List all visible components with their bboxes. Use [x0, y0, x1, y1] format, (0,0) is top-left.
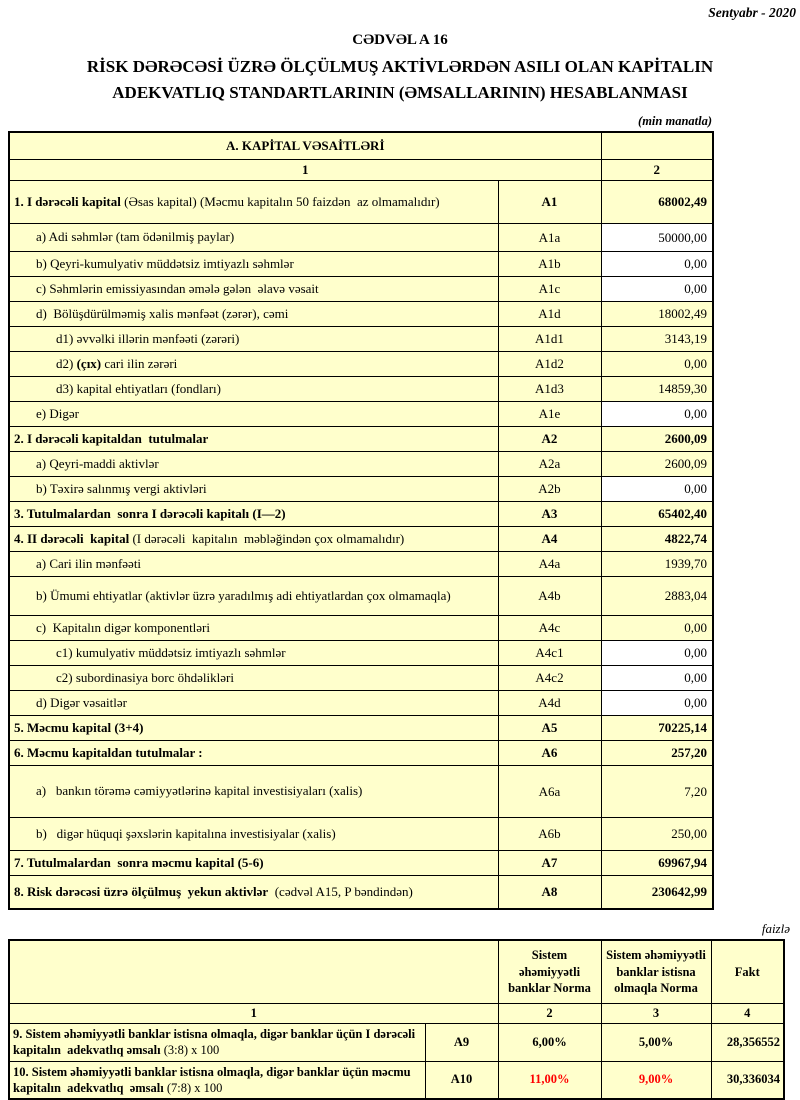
row-value: 230642,99: [601, 876, 713, 910]
row-value: 70225,14: [601, 716, 713, 741]
row-code: A2: [498, 427, 601, 452]
unit-note: (min manatla): [638, 114, 712, 128]
table-row: [9, 691, 713, 716]
other-norm-value: 9,00%: [601, 1061, 711, 1099]
label-part: 3. Tutulmalardan sonra I dərəcəli kapitalı (I—2): [14, 505, 286, 521]
page-title: RİSK DƏRƏCƏSİ ÜZRƏ ÖLÇÜLMUŞ AKTİVLƏRDƏN ASILI OLAN KAPİTALIN ADEKVATLIQ STANDARTLARININ (ƏMSALLARININ) HESABLANMASI: [86, 57, 714, 102]
label-part: d1) əvvəlki illərin mənfəəti (zərəri): [56, 330, 240, 346]
column-number: 2: [601, 160, 713, 181]
row-code: A2b: [498, 477, 601, 502]
row-value: 65402,40: [601, 502, 713, 527]
label-part: b) Təxirə salınmış vergi aktivləri: [36, 480, 207, 496]
table-row: [9, 577, 713, 616]
row-value: 0,00: [601, 352, 713, 377]
label-part: 7. Tutulmalardan sonra məcmu kapital (5-6): [14, 854, 264, 870]
table-row: [9, 327, 713, 352]
table-row: [9, 527, 713, 552]
label-part: 4. II dərəcəli kapital: [14, 530, 130, 546]
row-label: [9, 1024, 425, 1062]
row-value: 0,00: [601, 616, 713, 641]
label-part: c2) subordinasiya borc öhdəlikləri: [56, 669, 234, 685]
label-part: 10. Sistem əhəmiyyətli banklar istisna olmaqla, digər banklar üçün məcmu kapitalın adekvatlıq əmsalı: [13, 1064, 414, 1095]
row-label: [9, 641, 498, 666]
row-code: A1e: [498, 402, 601, 427]
row-label: [9, 851, 498, 876]
section-title: A. KAPİTAL VƏSAİTLƏRİ: [9, 132, 601, 160]
table-row: [9, 252, 713, 277]
table-row: [9, 766, 713, 818]
capital-table: [8, 131, 714, 910]
row-code: A10: [425, 1061, 498, 1099]
label-part: c1) kumulyativ müddətsiz imtiyazlı səhmlər: [56, 644, 286, 660]
table-row: [9, 377, 713, 402]
label-part: c) Kapitalın digər komponentləri: [36, 619, 211, 635]
label-part: b) Ümumi ehtiyatlar (aktivlər üzrə yaradılmış adi ehtiyatlardan çox olmamaqla): [36, 587, 451, 603]
column-number: 4: [711, 1004, 784, 1024]
row-value: 2600,09: [601, 427, 713, 452]
label-part: e) Digər: [36, 405, 79, 421]
row-value: 2883,04: [601, 577, 713, 616]
label-part: a) bankın törəmə cəmiyyətlərinə kapital investisiyaları (xalis): [36, 783, 363, 799]
row-code: A7: [498, 851, 601, 876]
label-part: d) Bölüşdürülməmiş xalis mənfəət (zərər), cəmi: [36, 305, 289, 321]
row-label: [9, 302, 498, 327]
ratios-table: [8, 939, 785, 1100]
table-row: [9, 851, 713, 876]
label-part: 6. Məcmu kapitaldan tutulmalar :: [14, 744, 203, 760]
row-value: 0,00: [601, 666, 713, 691]
row-label: [9, 277, 498, 302]
fact-value: 28,356552: [711, 1024, 784, 1062]
row-value: 69967,94: [601, 851, 713, 876]
row-code: A4: [498, 527, 601, 552]
table-row: [9, 427, 713, 452]
table-row: [9, 402, 713, 427]
row-code: A1d: [498, 302, 601, 327]
row-label: [9, 552, 498, 577]
row-label: [9, 452, 498, 477]
row-label: [9, 716, 498, 741]
row-code: A5: [498, 716, 601, 741]
row-code: A4b: [498, 577, 601, 616]
table-row: [9, 616, 713, 641]
table-row: [9, 666, 713, 691]
column-number-row: [9, 160, 713, 181]
section-header-row: [9, 132, 713, 160]
column-number: 3: [601, 1004, 711, 1024]
row-label: [9, 327, 498, 352]
label-part: d2): [56, 355, 77, 371]
row-code: A4a: [498, 552, 601, 577]
table-row: [9, 818, 713, 851]
row-value: 68002,49: [601, 181, 713, 224]
row-code: A1a: [498, 224, 601, 252]
label-part: a) Qeyri-maddi aktivlər: [36, 455, 159, 471]
label-part: (I dərəcəli kapitalın məbləğindən çox olmamalıdır): [129, 530, 405, 546]
label-part: (3:8) x 100: [160, 1043, 220, 1058]
table-row: [9, 1061, 784, 1099]
row-value: 50000,00: [601, 224, 713, 252]
row-label: [9, 377, 498, 402]
label-part: (Əsas kapital) (Məcmu kapitalın 50 faizdən az olmamalıdır): [120, 193, 440, 209]
table-row: [9, 716, 713, 741]
row-label: [9, 427, 498, 452]
row-label: [9, 577, 498, 616]
table-row: [9, 181, 713, 224]
table-row: [9, 302, 713, 327]
row-code: A6: [498, 741, 601, 766]
label-part: 9. Sistem əhəmiyyətli banklar istisna olmaqla, digər banklar üçün I dərəcəli kapitalın adekvatlıq əmsalı: [13, 1027, 422, 1058]
table-row: [9, 452, 713, 477]
row-label: [9, 352, 498, 377]
row-value: 0,00: [601, 252, 713, 277]
column-header: Sistem əhəmiyyətli banklar istisna olmaqla Norma: [601, 940, 711, 1004]
sys-norm-value: 6,00%: [498, 1024, 601, 1062]
label-part: c) Səhmlərin emissiyasından əmələ gələn əlavə vəsait: [36, 280, 319, 296]
row-code: A1: [498, 181, 601, 224]
row-code: A1b: [498, 252, 601, 277]
row-code: A4c: [498, 616, 601, 641]
row-code: A9: [425, 1024, 498, 1062]
report-date: Sentyabr - 2020: [708, 5, 796, 20]
other-norm-value: 5,00%: [601, 1024, 711, 1062]
table-row: [9, 876, 713, 910]
row-code: A4d: [498, 691, 601, 716]
row-value: 3143,19: [601, 327, 713, 352]
label-part: (cədvəl A15, P bəndindən): [268, 883, 413, 899]
row-label: [9, 818, 498, 851]
row-value: 7,20: [601, 766, 713, 818]
row-label: [9, 181, 498, 224]
row-label: [9, 691, 498, 716]
label-part: d3) kapital ehtiyatları (fondları): [56, 380, 221, 396]
label-part: a) Adi səhmlər (tam ödənilmiş paylar): [36, 229, 235, 245]
row-value: 0,00: [601, 402, 713, 427]
table-row: [9, 277, 713, 302]
row-label: [9, 402, 498, 427]
row-code: A8: [498, 876, 601, 910]
row-value: 18002,49: [601, 302, 713, 327]
column-header: Fakt: [711, 940, 784, 1004]
row-label: [9, 666, 498, 691]
table-row: [9, 352, 713, 377]
row-code: A1d2: [498, 352, 601, 377]
row-label: [9, 527, 498, 552]
table-row: [9, 477, 713, 502]
label-part: (7:8) x 100: [163, 1080, 223, 1095]
label-part: 8. Risk dərəcəsi üzrə ölçülmuş yekun aktivlər: [14, 883, 269, 899]
row-label: [9, 252, 498, 277]
row-code: A4c2: [498, 666, 601, 691]
table-row: [9, 224, 713, 252]
row-label: [9, 616, 498, 641]
table-number: CƏDVƏL A 16: [352, 32, 448, 48]
row-code: A1d3: [498, 377, 601, 402]
label-part: a) Cari ilin mənfəəti: [36, 555, 142, 571]
row-value: 1939,70: [601, 552, 713, 577]
table-row: [9, 741, 713, 766]
ratios-header-row: [9, 940, 784, 1004]
row-label: [9, 477, 498, 502]
table-row: [9, 641, 713, 666]
table-row: [9, 552, 713, 577]
row-code: A2a: [498, 452, 601, 477]
row-label: [9, 741, 498, 766]
column-header: Sistem əhəmiyyətli banklar Norma: [498, 940, 601, 1004]
column-number: 2: [498, 1004, 601, 1024]
label-part: b) Qeyri-kumulyativ müddətsiz imtiyazlı səhmlər: [36, 255, 294, 271]
row-code: A6a: [498, 766, 601, 818]
sys-norm-value: 11,00%: [498, 1061, 601, 1099]
row-label: [9, 1061, 425, 1099]
row-label: [9, 876, 498, 910]
column-number: 1: [9, 1004, 498, 1024]
label-part: 1. I dərəcəli kapital: [14, 193, 121, 209]
label-part: d) Digər vəsaitlər: [36, 694, 127, 710]
row-label: [9, 224, 498, 252]
row-value: 250,00: [601, 818, 713, 851]
table-row: [9, 1024, 784, 1062]
row-code: A4c1: [498, 641, 601, 666]
row-value: 0,00: [601, 641, 713, 666]
label-part: 2. I dərəcəli kapitaldan tutulmalar: [14, 430, 209, 446]
row-label: [9, 502, 498, 527]
row-value: 2600,09: [601, 452, 713, 477]
column-number-row: [9, 1004, 784, 1024]
label-part: b) digər hüquqi şəxslərin kapitalına investisiyalar (xalis): [36, 825, 336, 841]
column-number: 1: [9, 160, 601, 181]
row-value: 0,00: [601, 691, 713, 716]
row-code: A3: [498, 502, 601, 527]
row-value: 0,00: [601, 477, 713, 502]
row-value: 0,00: [601, 277, 713, 302]
empty-header-cell: [601, 132, 713, 160]
label-part: (çıx): [76, 355, 102, 371]
fact-value: 30,336034: [711, 1061, 784, 1099]
row-label: [9, 766, 498, 818]
row-code: A1d1: [498, 327, 601, 352]
percent-note: faizlə: [761, 921, 790, 936]
row-code: A6b: [498, 818, 601, 851]
row-value: 14859,30: [601, 377, 713, 402]
label-part: 5. Məcmu kapital (3+4): [14, 719, 144, 735]
empty-header-cell: [9, 940, 498, 1004]
row-code: A1c: [498, 277, 601, 302]
label-part: cari ilin zərəri: [101, 355, 178, 371]
row-value: 257,20: [601, 741, 713, 766]
row-value: 4822,74: [601, 527, 713, 552]
table-row: [9, 502, 713, 527]
